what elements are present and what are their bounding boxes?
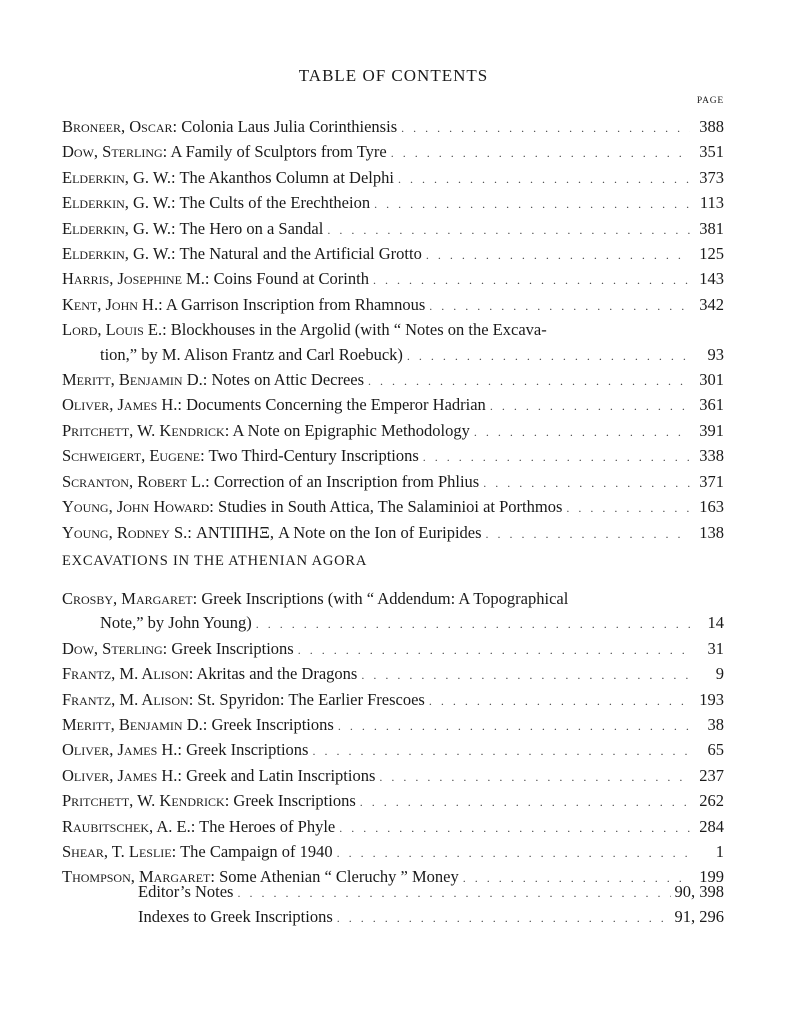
toc-entry[interactable] [62, 191, 724, 216]
toc-entry[interactable] [62, 587, 724, 637]
toc-title: The Heroes of Phyle [199, 816, 336, 836]
toc-entry[interactable] [62, 140, 724, 165]
toc-entry-line [62, 242, 724, 267]
toc-entry[interactable] [62, 217, 724, 242]
toc-entry-line [62, 815, 724, 840]
toc-entry[interactable] [62, 166, 724, 191]
toc-entry-line [62, 637, 724, 662]
agora-contents-list [62, 587, 724, 891]
toc-page-number: 388 [699, 117, 724, 136]
toc-author: Thompson, Margaret [62, 867, 211, 887]
toc-title: A Garrison Inscription from Rhamnous [165, 294, 426, 314]
toc-entry-text [138, 880, 233, 904]
toc-title-line2: tion,” by M. Alison Frantz and Carl Roebuck) [100, 344, 403, 364]
toc-entry[interactable] [62, 840, 724, 865]
toc-title: Colonia Laus Julia Corinthiensis [181, 117, 398, 136]
toc-entry-text: Pritchett, W. Kendrick: Greek Inscriptions [62, 791, 356, 811]
toc-title-line1: Blockhouses in the Argolid (with “ Notes on the Excava- [170, 320, 547, 340]
toc-page-number: 371 [699, 471, 724, 491]
toc-author: Pritchett, W. Kendrick [62, 420, 225, 440]
toc-title: Studies in South Attica, The Salaminioi at Porthmos [218, 497, 563, 517]
toc-page-number: 14 [707, 613, 724, 633]
toc-title: Some Athenian “ Cleruchy ” Money [219, 867, 459, 887]
toc-page-number: 38 [707, 715, 724, 735]
dot-leader [429, 689, 690, 713]
toc-entry[interactable] [62, 713, 724, 738]
dot-leader [566, 496, 690, 520]
toc-author: Young, John Howard [62, 497, 210, 517]
toc-title: St. Spyridon: The Earlier Frescoes [197, 689, 425, 709]
contents-list [62, 115, 724, 546]
toc-title: A Family of Sculptors from Tyre [170, 142, 387, 162]
toc-page-number: 381 [699, 218, 724, 238]
toc-page-number: 90, 398 [674, 882, 724, 901]
toc-author: Oliver, James H. [62, 740, 178, 760]
dot-leader [426, 243, 690, 267]
toc-entry-line [62, 115, 724, 140]
toc-entry-line [62, 840, 724, 865]
toc-title: ΑΝΤΙΠΗΞ, A Note on the Ion of Euripides [195, 522, 482, 542]
toc-entry-text: Elderkin, G. W.: The Akanthos Column at Delphi [62, 167, 394, 187]
toc-title-line2: Note,” by John Young) [100, 613, 252, 633]
dot-leader [398, 167, 690, 191]
toc-entry-line [62, 419, 724, 444]
toc-entry-text: Elderkin, G. W.: The Cults of the Erechtheion [62, 193, 371, 213]
toc-entry-text: Scranton, Robert L.: Correction of an Inscription from Phlius [62, 471, 480, 491]
toc-author: Scranton, Robert L. [62, 471, 206, 491]
toc-entry[interactable] [62, 242, 724, 267]
toc-author: Dow, Sterling [62, 638, 163, 658]
toc-entry[interactable] [62, 267, 724, 292]
toc-title: The Hero on a Sandal [179, 218, 324, 238]
toc-entry-line [62, 470, 724, 495]
toc-page-number: 301 [699, 370, 724, 390]
toc-page-number: 351 [699, 142, 724, 162]
dot-leader [374, 192, 690, 216]
toc-author: Shear, T. Leslie [62, 842, 172, 862]
toc-title: The Natural and the Artificial Grotto [179, 244, 422, 264]
toc-page-number: 138 [699, 522, 724, 542]
toc-entry-text: Thompson, Margaret: Some Athenian “ Cleruchy ” Money [62, 867, 459, 887]
toc-page-number: 193 [699, 689, 724, 709]
toc-author: Harris, Josephine M. [62, 269, 205, 289]
toc-entry-line [62, 166, 724, 191]
dot-leader [298, 638, 690, 662]
dot-leader [337, 906, 671, 930]
toc-entry[interactable] [138, 905, 724, 930]
toc-entry-text: Oliver, James H.: Greek and Latin Inscriptions [62, 765, 376, 785]
toc-entry-text: Meritt, Benjamin D.: Greek Inscriptions [62, 715, 334, 735]
toc-page-number: 65 [707, 740, 724, 760]
toc-entry[interactable] [62, 764, 724, 789]
dot-leader [429, 294, 690, 318]
section-title-agora: EXCAVATIONS IN THE ATHENIAN AGORA [62, 553, 368, 569]
toc-entry-text: Dow, Sterling: A Family of Sculptors from Tyre [62, 142, 387, 162]
toc-entry[interactable] [62, 318, 724, 368]
toc-author: Meritt, Benjamin D. [62, 370, 203, 390]
toc-author: Crosby, Margaret [62, 589, 193, 608]
toc-entry-line [62, 495, 724, 520]
toc-author: Frantz, M. Alison [62, 664, 189, 684]
toc-entry-line2 [62, 611, 724, 636]
toc-entry-line [62, 368, 724, 393]
toc-page-number: 125 [699, 244, 724, 264]
toc-entry[interactable] [62, 688, 724, 713]
toc-title: Documents Concerning the Emperor Hadrian [186, 395, 486, 415]
toc-entry-text: Young, John Howard: Studies in South Attica, The Salaminioi at Porthmos [62, 497, 563, 517]
toc-entry[interactable] [62, 495, 724, 520]
toc-author: Elderkin, G. W. [62, 167, 172, 187]
toc-entry-text: Elderkin, G. W.: The Hero on a Sandal [62, 218, 324, 238]
page-column-label: PAGE [696, 96, 724, 106]
toc-entry-line [62, 140, 724, 165]
toc-entry-text: Frantz, M. Alison: Akritas and the Dragons [62, 664, 358, 684]
toc-entry-line [62, 789, 724, 814]
toc-entry[interactable] [62, 521, 724, 546]
dot-leader [361, 663, 690, 687]
toc-title-line1: Greek Inscriptions (with “ Addendum: A Topographical [201, 589, 569, 608]
toc-author: Elderkin, G. W. [62, 244, 172, 264]
toc-author: Elderkin, G. W. [62, 193, 172, 213]
dot-leader [379, 765, 690, 789]
toc-title: Greek and Latin Inscriptions [186, 765, 376, 785]
toc-entry-line [62, 444, 724, 469]
dot-leader [237, 881, 670, 905]
toc-page-number: 31 [707, 638, 724, 658]
dot-leader [337, 841, 690, 865]
dot-leader [490, 394, 690, 418]
toc-entry-text: Dow, Sterling: Greek Inscriptions [62, 638, 294, 658]
dot-leader [423, 445, 690, 469]
toc-author: Oliver, James H. [62, 765, 178, 785]
toc-page-number: 1 [715, 842, 724, 862]
toc-page-number: 163 [699, 497, 724, 517]
toc-entry[interactable] [62, 368, 724, 393]
toc-entry-text: Oliver, James H.: Greek Inscriptions [62, 740, 309, 760]
toc-entry-text: Broneer, Oscar: Colonia Laus Julia Corinthiensis [62, 117, 398, 136]
toc-entry[interactable] [62, 393, 724, 418]
toc-author: Schweigert, Eugene [62, 446, 201, 466]
toc-entry-line [62, 764, 724, 789]
dot-leader [407, 344, 690, 368]
dot-leader [483, 471, 690, 495]
toc-title: A Note on Epigraphic Methodology [232, 420, 470, 440]
toc-title: Coins Found at Corinth [213, 269, 369, 289]
toc-entry-text: Harris, Josephine M.: Coins Found at Corinth [62, 269, 369, 289]
toc-entry-line [62, 713, 724, 738]
toc-title: Akritas and the Dragons [196, 664, 358, 684]
toc-entry-line [62, 738, 724, 763]
toc-author: Dow, Sterling [62, 142, 163, 162]
toc-author: Kent, John H. [62, 294, 159, 314]
toc-title: Editor’s Notes [138, 882, 234, 901]
toc-entry-text: Schweigert, Eugene: Two Third-Century Inscriptions [62, 446, 419, 466]
toc-entry-line [62, 267, 724, 292]
toc-entry-text: Pritchett, W. Kendrick: A Note on Epigraphic Methodology [62, 420, 470, 440]
toc-entry-line [62, 191, 724, 216]
toc-title: Greek Inscriptions [211, 715, 334, 735]
dot-leader [474, 420, 690, 444]
toc-author: Meritt, Benjamin D. [62, 715, 203, 735]
toc-title: Greek Inscriptions [233, 791, 356, 811]
dot-leader [486, 522, 690, 546]
toc-title: The Akanthos Column at Delphi [179, 167, 394, 187]
toc-entry-text: Frantz, M. Alison: St. Spyridon: The Earlier Frescoes [62, 689, 425, 709]
toc-entry-line [62, 662, 724, 687]
toc-title: The Campaign of 1940 [180, 842, 333, 862]
toc-entry[interactable] [62, 470, 724, 495]
toc-title: Greek Inscriptions [186, 740, 309, 760]
dot-leader [327, 218, 690, 242]
toc-author: Elderkin, G. W. [62, 218, 172, 238]
toc-author: Frantz, M. Alison [62, 689, 189, 709]
dot-leader [368, 369, 690, 393]
extra-contents-list [138, 880, 724, 931]
dot-leader [391, 141, 690, 165]
page-title: TABLE OF CONTENTS [298, 66, 489, 85]
toc-entry-text: Oliver, James H.: Documents Concerning the Emperor Hadrian [62, 395, 486, 415]
toc-title: Greek Inscriptions [171, 638, 294, 658]
toc-entry[interactable] [62, 789, 724, 814]
toc-page-number: 373 [699, 167, 724, 187]
toc-page-number: 391 [699, 420, 724, 440]
toc-page-number: 262 [699, 791, 724, 811]
toc-page-number: 342 [699, 294, 724, 314]
toc-entry[interactable] [62, 115, 724, 140]
toc-entry-line1: Lord, Louis E.: Blockhouses in the Argolid (with “ Notes on the Excava- [62, 320, 547, 340]
toc-entry[interactable] [62, 637, 724, 662]
toc-title: Two Third-Century Inscriptions [208, 446, 419, 466]
toc-entry-text: Elderkin, G. W.: The Natural and the Artificial Grotto [62, 244, 422, 264]
toc-entry[interactable] [62, 293, 724, 318]
toc-page-number: 361 [699, 395, 724, 415]
toc-page-number: 237 [699, 765, 724, 785]
toc-entry-text: Raubitschek, A. E.: The Heroes of Phyle [62, 816, 336, 836]
dot-leader [339, 816, 690, 840]
toc-page-number: 91, 296 [674, 907, 724, 927]
toc-title: Correction of an Inscription from Phlius [213, 471, 480, 491]
toc-entry[interactable] [62, 815, 724, 840]
toc-author: Raubitschek, A. E. [62, 816, 191, 836]
toc-entry[interactable] [138, 880, 724, 905]
toc-page-number: 284 [699, 816, 724, 836]
toc-entry[interactable] [62, 662, 724, 687]
toc-entry-line [62, 217, 724, 242]
toc-entry-line [138, 880, 724, 905]
toc-entry-line [138, 905, 724, 930]
toc-entry-text: Shear, T. Leslie: The Campaign of 1940 [62, 842, 333, 862]
dot-leader [373, 268, 690, 292]
toc-page-number: 113 [699, 193, 724, 213]
toc-page-number: 199 [699, 867, 724, 887]
toc-entry-line [62, 393, 724, 418]
toc-entry[interactable] [62, 444, 724, 469]
toc-title: Indexes to Greek Inscriptions [138, 907, 333, 927]
dot-leader [401, 116, 690, 140]
toc-author: Young, Rodney S. [62, 522, 188, 542]
toc-title: Notes on Attic Decrees [211, 370, 365, 390]
dot-leader [312, 739, 690, 763]
toc-author: Pritchett, W. Kendrick [62, 791, 225, 811]
toc-entry-line [62, 521, 724, 546]
toc-page-number: 143 [699, 269, 724, 289]
toc-author: Lord, Louis E. [62, 320, 163, 340]
toc-entry-line [62, 688, 724, 713]
toc-page-number: 9 [715, 664, 724, 684]
toc-entry-line [62, 293, 724, 318]
toc-entry-line2 [62, 343, 724, 368]
toc-page-number: 338 [699, 446, 724, 466]
toc-entry[interactable] [62, 419, 724, 444]
toc-entry[interactable] [62, 738, 724, 763]
toc-title: The Cults of the Erechtheion [179, 193, 371, 213]
toc-page-number: 93 [707, 344, 724, 364]
toc-entry-line1: Crosby, Margaret: Greek Inscriptions (with “ Addendum: A Topographical [62, 589, 569, 608]
dot-leader [338, 714, 690, 738]
toc-entry-text [138, 905, 333, 929]
toc-author: Broneer, Oscar [62, 117, 173, 136]
toc-author: Oliver, James H. [62, 395, 178, 415]
dot-leader [256, 612, 690, 636]
toc-entry-text: Meritt, Benjamin D.: Notes on Attic Decrees [62, 370, 365, 390]
toc-entry-text: Kent, John H.: A Garrison Inscription from Rhamnous [62, 294, 426, 314]
dot-leader [360, 790, 690, 814]
toc-entry-text: Young, Rodney S.: ΑΝΤΙΠΗΞ, A Note on the Ion of Euripides [62, 522, 482, 542]
